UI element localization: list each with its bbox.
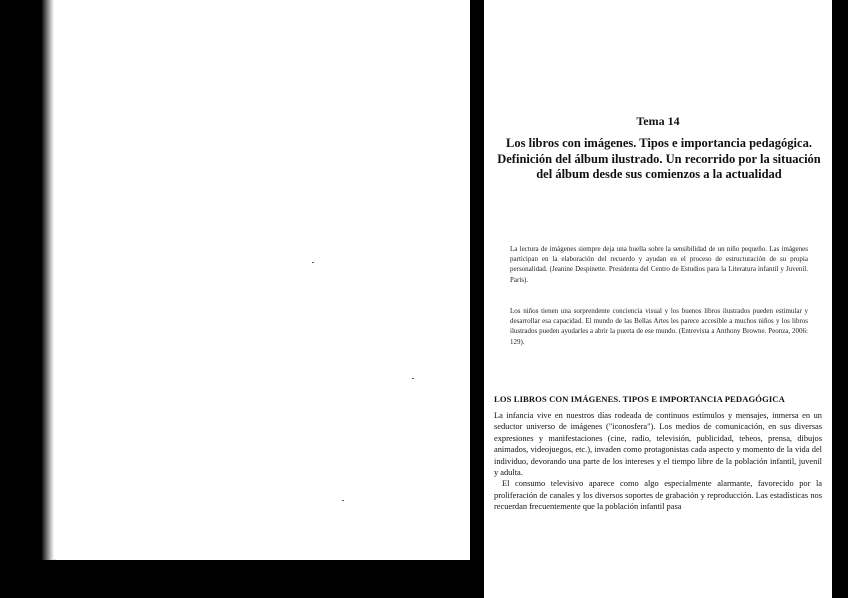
section-heading: LOS LIBROS CON IMÁGENES. TIPOS E IMPORTANCIA PEDAGÓGICA [494, 394, 785, 404]
scan-speck [312, 262, 314, 263]
scan-speck [342, 500, 344, 501]
chapter-title-line: Definición del álbum ilustrado. Un recorrido por la situación [497, 151, 821, 166]
left-blank-page [42, 0, 470, 560]
epigraph-quote-1: La lectura de imágenes siempre deja una huella sobre la sensibilidad de un niño pequeño. Las imágenes participan en la elaboración del recuerdo y ayudan en el proceso de estructuración de su propia personalidad. (Jeanine Despinette. Presidenta del Centro de Estudios para la Literatura infantil y Juvenil. París). [510, 245, 808, 284]
book-spine [470, 0, 484, 598]
chapter-number: Tema 14 [636, 114, 680, 128]
body-text [494, 410, 822, 513]
paragraph: El consumo televisivo aparece como algo especialmente alarmante, favorecido por la proliferación de canales y los diversos soportes de grabación y reproducción. Las estadísticas nos recuerdan frecuentemente que la población infantil pasa [494, 479, 822, 512]
scan-speck [412, 378, 414, 379]
left-page-shadow [42, 0, 54, 560]
epigraph-quote-2: Los niños tienen una sorprendente conciencia visual y los buenos libros ilustrados pueden estimular y desarrollar esa capacidad. El mundo de las Bellas Artes les parece accesible a muchos niños y los libros ilustrados pueden ayudarles a abrir la puerta de ese mundo. (Entrevista a Anthony Browne. Peonza, 2006: 129). [510, 307, 808, 346]
paragraph: La infancia vive en nuestros días rodeada de continuos estímulos y mensajes, inmersa en un seductor universo de imágenes ("iconosfera"). Los medios de comunicación, en sus diversas expresiones y manifestaciones (cine, radio, televisión, publicidad, tebeos, prensa, dibujos animados, videojuegos, etc.), invaden como protagonistas cada aspecto y momento de la vida del individuo, devorando una parte de los intereses y el tiempo libre de la población infantil, juvenil y adulta. [494, 411, 822, 478]
chapter-title-line: Los libros con imágenes. Tipos e importancia pedagógica. [506, 136, 812, 150]
chapter-title-line: del álbum desde sus comienzos a la actualidad [536, 167, 782, 181]
right-text-page [484, 0, 832, 598]
chapter-title [494, 136, 824, 183]
